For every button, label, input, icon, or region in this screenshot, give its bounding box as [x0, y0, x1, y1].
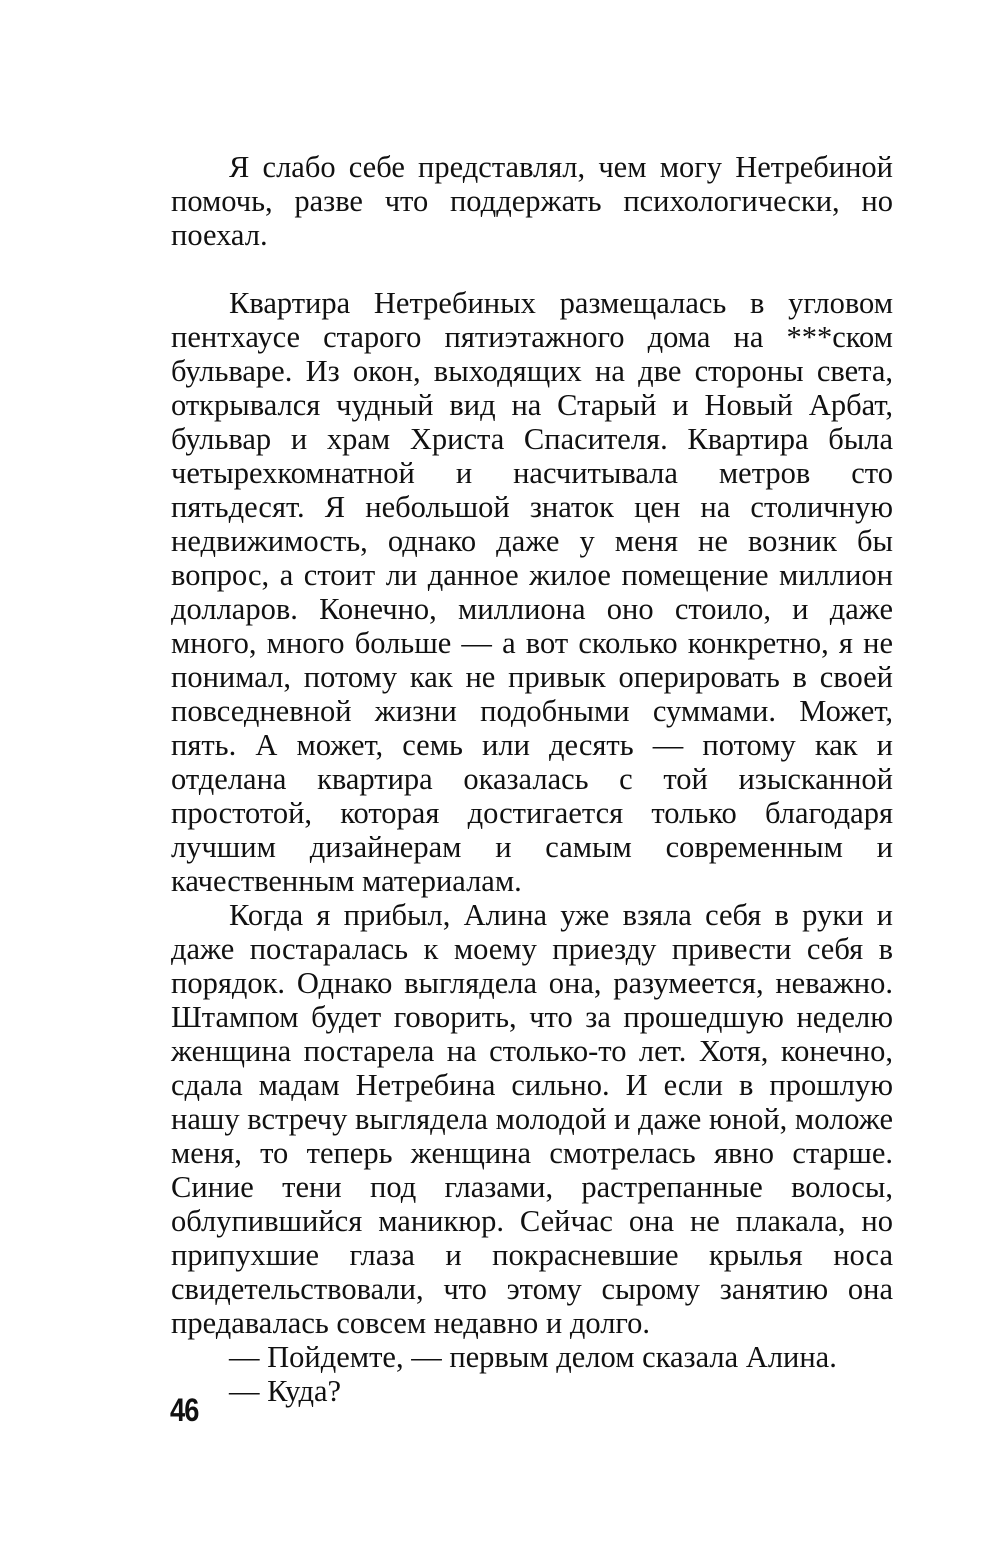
paragraph-2: Квартира Нетребиных размещалась в угловом пентхаусе старого пятиэтажного дома на ***ском бульваре. Из окон, выходящих на две стороны света, открывался чудный вид на Старый и Новый Арбат, бульвар и храм Христа Спасителя. Квартира была четырехкомнатной и насчитывала метров сто пятьдесят. Я небольшой знаток цен на столичную недвижимость, однако даже у меня не возник бы вопрос, а стоит ли данное жилое помещение миллион долларов. Конечно, миллиона оно стоило, и даже много, много больше — а вот сколько конкретно, я не понимал, потому как не привык оперировать в своей повседневной жизни подобными суммами. Может, пять. А может, семь или десять — потому как и отделана квартира оказалась с той изысканной простотой, которая достигается только благодаря лучшим дизайнерам и самым современным и качественным материалам.	[171, 286, 893, 898]
dialogue-line-1: — Пойдемте, — первым делом сказала Алина.	[229, 1340, 837, 1374]
page-body	[171, 150, 893, 1408]
paragraph-1: Я слабо себе представлял, чем могу Нетребиной помочь, разве что поддержать психологически, но поехал.	[171, 150, 893, 252]
paragraph-3: Когда я прибыл, Алина уже взяла себя в руки и даже постаралась к моему приезду привести себя в порядок. Однако выглядела она, разумеется, неважно. Штампом будет говорить, что за прошедшую неделю женщина постарела на столько-то лет. Хотя, конечно, сдала мадам Нетребина сильно. И если в прошлую нашу встречу выглядела молодой и даже юной, моложе меня, то теперь женщина смотрелась явно старше. Синие тени под глазами, растрепанные волосы, облупившийся маникюр. Сейчас она не плакала, но припухшие глаза и покрасневшие крылья носа свидетельствовали, что этому сырому занятию она предавалась совсем недавно и долго.	[171, 898, 893, 1340]
dialogue-line-2: — Куда?	[229, 1374, 342, 1408]
page-number: 46	[170, 1392, 199, 1428]
